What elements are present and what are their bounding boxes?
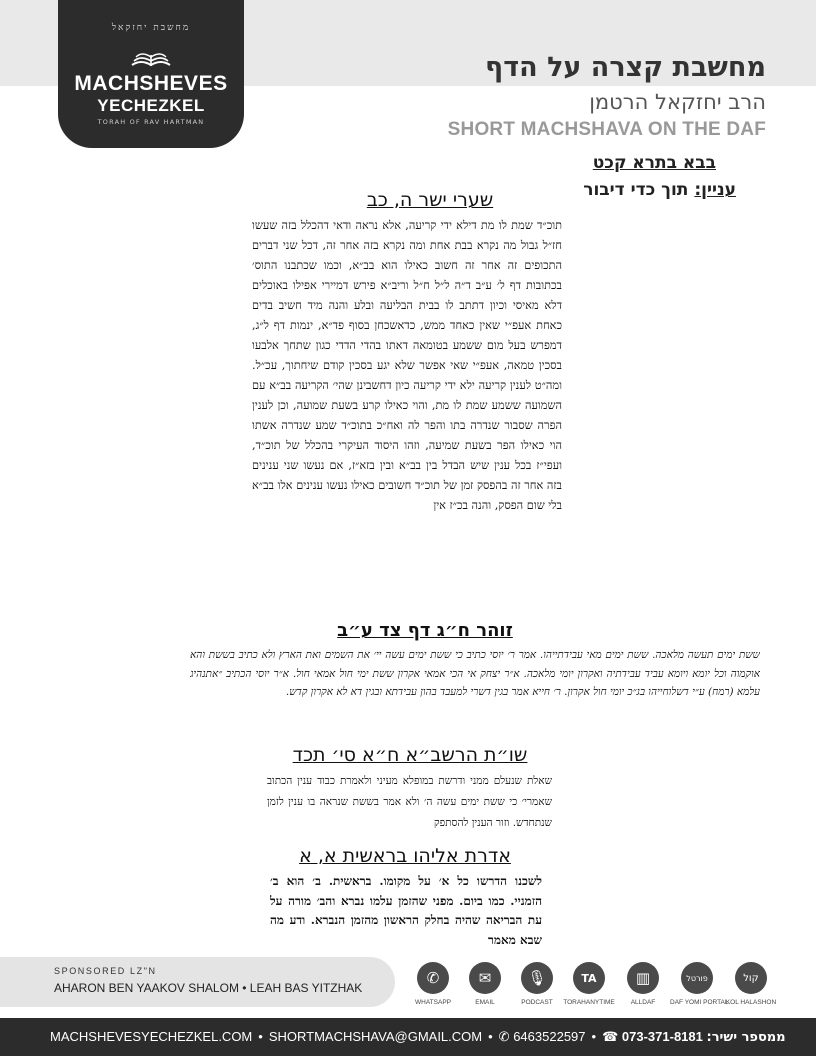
- source-heading: שערי ישר ה, כב: [366, 189, 494, 211]
- icon-label: EMAIL: [475, 999, 495, 1006]
- author-name: הרב יחזקאל הרטמן: [589, 90, 766, 114]
- inyan-label: עניין:: [694, 180, 736, 200]
- icon-label: ALLDAF: [630, 999, 656, 1006]
- direct-number-label: ממספר ישיר:: [706, 1030, 786, 1045]
- icon-label: WHATSAPP: [415, 999, 451, 1006]
- torahanytime-icon: TA: [573, 962, 605, 994]
- kol-halashon-icon: קול: [735, 962, 767, 994]
- source-text: לשכנו הדרשו כל א׳ על מקומו. בראשית. ב׳ הוא ב׳ הזמניי. כמו ביום. מפני שהזמן עלמו נברא והב׳ מורה על עת הבריאה שהיה בחלק הראשון מהזמן הנברא. ודע מה שבא מאמר: [270, 874, 542, 947]
- page-title-english: SHORT MACHSHAVA ON THE DAF: [447, 119, 766, 140]
- source-text: ששת ימים תעשה מלאכה. ששת ימים מאי עבידתייהו. אמר ר׳ יוסי כתיב כי ששת ימים עשה יי׳ את השמים ואת הארץ ולא כתיב בששת והא אוקמוה וכל יומא ויומא עביד עבידתיה ואקרון יומי מלאכה. א״ר יצחק אי הכי אמאי אקרון ששת ימי חול אמאי חול. א״ר יוסי הכתיב ״אתנהיג עלמא (רמח) ע״י דשלוחייהו בג״כ יומי חול אקרון. ר׳ חייא אמר בגין דשרי למעבד בהון עבידתא ובגין דא לא אקרון קדש.: [190, 649, 760, 698]
- email-icon: ✉: [469, 962, 501, 994]
- masechta-title: בבא בתרא קכט: [592, 153, 716, 173]
- logo-line-2: YECHEZKEL: [97, 96, 205, 115]
- icon-label: TORAHANYTIME: [563, 999, 615, 1006]
- email-address[interactable]: SHORTMACHSHAVA@GMAIL.COM: [268, 1029, 483, 1044]
- phone-number[interactable]: 6463522597: [513, 1029, 586, 1044]
- daf-yomi-portal-link[interactable]: [670, 962, 729, 1006]
- open-book-icon: [130, 45, 172, 69]
- source-text: שאלת שנעלם ממני ודרשת במופלא מעיני ולאמרת כבוד ענין הכתוב שאמרי׳ כי ששת ימים עשה ה׳ ולא אמר בששת שנראה בו ענין לזמן שנתחדש. וזור הענין להסתפק: [267, 775, 552, 829]
- inyan-text: תוך כדי דיבור: [583, 180, 689, 200]
- direct-number[interactable]: 073-371-8181: [621, 1029, 703, 1044]
- daf-yomi-portal-icon: פורטל: [681, 962, 713, 994]
- torahanytime-link[interactable]: [562, 962, 616, 1006]
- icon-label: KOL HALASHON: [725, 999, 777, 1006]
- sponsor-label: SPONSORED LZ"N: [54, 966, 157, 976]
- source-heading: שו״ת הרשב״א ח״א סי׳ תכד: [292, 744, 528, 766]
- source-heading: זוהר ח״ג דף צד ע״ב: [337, 620, 513, 641]
- logo-hebrew-text: מחשבת יחזקאל: [111, 23, 191, 33]
- sponsor-bar: [0, 957, 395, 1007]
- telephone-icon: ☎: [602, 1029, 619, 1044]
- phone-icon: ✆: [498, 1029, 510, 1044]
- logo-line-1: MACHSHEVES: [74, 72, 228, 95]
- page-title-hebrew: מחשבת קצרה על הדף: [485, 52, 766, 83]
- whatsapp-icon: ✆: [417, 962, 449, 994]
- kol-halashon-link[interactable]: [724, 962, 778, 1006]
- logo: [58, 0, 244, 148]
- source-text: תוכ״ד שמת לו מת דילא ידי קריעה, אלא נראה ודאי דהכלל בזה שעשו חז״ל גבול מה נקרא בבת אחת ומה נקרא בזה אחר זה, דכל שני דברים התכופים זה אחר זה חשוב כאילו הוא בב״א, וכמו שכתבנו התוס׳ בכתובות דף ל׳ ע״ב ד״ה ל״ל ח״ל וריב״א פירש דמיירי אפילו באוכלים דלא מאיסי וכיון דתתב לו בבית הבליעה ובלע והנה מיד חשיב בדים כאחת אעפ״י שאין כאחד ממש, כדאשכחן בסוף פד״א, ינמות דף ל״ג, דמפרש בעל מום ששמע בטומאה דאתו בהדי הדדי כגון שתחך אלבעו בסכין טמאה, אעפ״י שאי אפשר שלא יגע בסכין קודם שיחתוך, עכ״ל. ומה״ט לענין קריעה ילא ידי קריעה כיון דחשבינן שהי׳ הקריעה בב״א עם השמועה ששמע שמת לו מת, והוי כאילו קרע בשעת שמועה, וכן לענין הפרה שסבור שנדרה בתו והפר לה ואח״כ בתוכ״ד שמע שנדרה אשתו הוי כאילו הפר בשעת שמיעה, וזהו היסוד העיקרי בהכלל של תוכ״ד, ועפי״ז בכל ענין שיש הבדל בין בב״א ובין בזא״ז, אם נעשו שני ענינים בזה אחר זה בהפסק זמן של תוכ״ד חשובים כאילו נעשו ענינים אלו בב״א בלי שום הפסק, והנה בכ״ז אין: [252, 219, 562, 512]
- whatsapp-link[interactable]: [406, 962, 460, 1006]
- footer-bar: MACHSHEVESYECHEZKEL.COM • SHORTMACHSHAVA@GMAIL.COM • ✆ 6463522597 • ☎ 073-371-8181 ממספר ישיר:: [0, 1018, 816, 1056]
- sponsor-names: AHARON BEN YAAKOV SHALOM • LEAH BAS YITZHAK: [54, 981, 363, 995]
- alldaf-link[interactable]: [616, 962, 670, 1006]
- icon-label: DAF YOMI PORTAL: [670, 999, 729, 1006]
- podcast-icon: 🎙: [521, 962, 553, 994]
- podcast-link[interactable]: [510, 962, 564, 1006]
- inyan-line: [583, 180, 736, 200]
- alldaf-icon: ▥: [627, 962, 659, 994]
- source-heading: אדרת אליהו בראשית א, א: [299, 845, 511, 867]
- icon-label: PODCAST: [521, 999, 553, 1006]
- website-link[interactable]: MACHSHEVESYECHEZKEL.COM: [50, 1029, 253, 1044]
- logo-tagline: TORAH OF RAV HARTMAN: [97, 118, 205, 126]
- email-link[interactable]: [458, 962, 512, 1006]
